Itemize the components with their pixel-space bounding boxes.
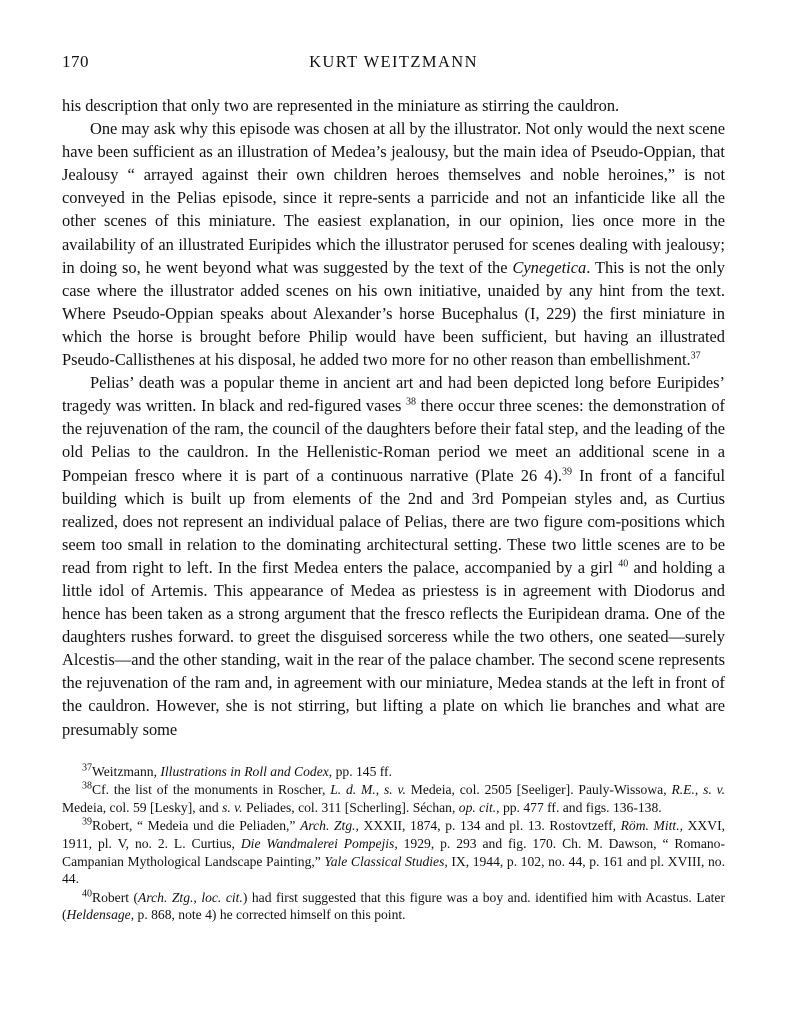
- footnote-38-italic-6: op. cit.: [458, 799, 497, 815]
- footnote-39-text-d: , 1929, p. 293 and fig. 170. Ch. M. Dawson, “ Romano-Campanian Mythological Landscape Painting,”: [62, 836, 725, 869]
- footnote-38-italic-2: s. v.: [383, 782, 406, 798]
- footnote-39-text-c: , XXVI, 1911, pl. V, no. 2. L. Curtius,: [62, 818, 725, 851]
- paragraph-2-text-b: . This is not the only case where the illustrator added scenes on his own initiative, unaided by any hint from the text. Where Pseudo-Oppian speaks about Alexander’s horse Bucephalus (I, 229) the first miniature in which the horse is brought before Philip would have been sufficient, but having an illustrated Pseudo-Callisthenes at his disposal, he added two more for no other reason than embellishment.: [62, 257, 725, 370]
- footnote-39-text-e: , IX, 1944, p. 102, no. 44, p. 161 and pl. XVIII, no. 44.: [62, 853, 725, 887]
- footnote-39-text-b: , XXXII, 1874, p. 134 and pl. 13. Rostovtzeff,: [355, 818, 621, 834]
- footnote-40-text-b: ) had first suggested that this figure was a boy and. identified him with Acastus. Later (: [62, 889, 725, 923]
- footnote-38-text-a: Cf. the list of the monuments in Roscher,: [92, 782, 331, 798]
- footnote-38-text-c: Medeia, col. 2505 [Seeliger]. Pauly-Wissowa,: [405, 782, 672, 798]
- page-number: 170: [62, 52, 89, 71]
- paragraph-2: [62, 117, 725, 371]
- footnote-ref-38[interactable]: 38: [406, 396, 417, 408]
- footnote-37-text-a: Weitzmann,: [92, 763, 161, 779]
- footnote-38-text-e: Medeia, col. 59 [Lesky], and: [62, 799, 223, 815]
- footnote-40-number: 40: [82, 888, 92, 900]
- footnote-ref-39[interactable]: 39: [562, 466, 573, 478]
- paragraph-3-text-b: there occur three scenes: the demonstration of the rejuvenation of the ram, the council of the daughters before their fatal step, and the leading of the old Pelias to the cauldron. In the Hellenistic-Roman period we meet an additional scene in a Pompeian fresco where it is part of a continuous narrative (Plate 26 4).: [62, 396, 725, 485]
- footnote-39-italic-3: Die Wandmalerei Pompejis: [240, 836, 395, 851]
- footnotes: [62, 763, 725, 924]
- paragraph-2-text-a: One may ask why this episode was chosen at all by the illustrator. Not only would the next scene have been sufficient as an illustration of Medea’s jealousy, but the main idea of Pseudo-Oppian, that Jealousy “ arrayed against their own children heroes themselves and noble heroines,” is not conveyed in the Pelias episode, since it repre-sents a parricide and not an infanticide like all the other scenes of this miniature. The easiest explanation, in our opinion, lies once more in the availability of an illustrated Euripides which the illustrator perused for scenes dealing with jealousy; in doing so, he went beyond what was suggested by the text of the: [62, 119, 726, 277]
- footnote-38-number: 38: [82, 780, 92, 792]
- footnote-39-italic-1: Arch. Ztg.: [300, 818, 356, 834]
- footnote-ref-40[interactable]: 40: [618, 558, 629, 570]
- paragraph-2-italic-1: Cynegetica: [512, 257, 587, 277]
- paragraph-3: [62, 371, 725, 741]
- footnote-39: [62, 817, 725, 887]
- footnote-38: [62, 781, 725, 816]
- footnote-40-italic-1: Arch. Ztg., loc. cit.: [138, 889, 243, 905]
- page-header: [62, 52, 725, 78]
- footnote-37: [62, 763, 725, 781]
- paragraph-3-text-c: In front of a fanciful building which is built up from elements of the 2nd and 3rd Pompeian styles and, as Curtius realized, does not represent an individual palace of Pelias, there are two figure com-positions which seem too small in relation to the dominating architectural setting. These two little scenes are to be read from right to left. In the first Medea enters the palace, accompanied by a girl: [62, 465, 725, 577]
- footnote-38-italic-5: s. v.: [222, 799, 243, 815]
- paragraph-1: [62, 94, 725, 117]
- footnote-39-italic-4: Yale Classical Studies: [324, 853, 445, 869]
- footnote-37-text-b: , pp. 145 ff.: [328, 763, 392, 779]
- footnote-39-italic-2: Röm. Mitt.: [620, 818, 680, 834]
- footnote-40-italic-2: Heldensage: [66, 907, 131, 923]
- footnote-38-text-b: ,: [375, 782, 384, 798]
- footnote-39-text-a: Robert, “ Medeia und die Peliaden,”: [92, 818, 301, 834]
- footnote-ref-37[interactable]: 37: [690, 350, 701, 362]
- body-text: [62, 94, 725, 741]
- footnote-37-number: 37: [82, 762, 92, 774]
- footnote-38-italic-4: s. v.: [703, 782, 726, 798]
- footnote-38-text-g: , pp. 477 ff. and figs. 136-138.: [496, 799, 662, 815]
- footnote-40-text-c: , p. 868, note 4) he corrected himself on this point.: [130, 907, 406, 923]
- paragraph-3-text-a: Pelias’ death was a popular theme in ancient art and had been depicted long before Euripides’ tragedy was written. In black and red-figured vases: [62, 373, 725, 416]
- footnote-39-number: 39: [82, 816, 92, 828]
- footnote-38-italic-1: L. d. M.: [330, 782, 376, 798]
- footnote-37-italic-1: Illustrations in Roll and Codex: [160, 763, 329, 779]
- paragraph-3-text-d: and holding a little idol of Artemis. This appearance of Medea as priestess is in agreement with Diodorus and hence has been taken as a strong argument that the fresco reflects the Euripidean drama. One of the daughters rushes forward. to greet the disguised sorceress while the two others, one seated—surely Alcestis—and the other standing, wait in the rear of the palace chamber. The second scene represents the rejuvenation of the ram and, in agreement with our miniature, Medea stands at the left in front of the cauldron. However, she is not stirring, but lifting a plate on which lie branches and what are presumably some: [62, 557, 725, 739]
- footnote-38-text-f: Peliades, col. 311 [Scherling]. Séchan,: [242, 799, 459, 815]
- running-title: KURT WEITZMANN: [309, 52, 478, 71]
- footnote-38-text-d: ,: [694, 782, 704, 798]
- paragraph-1-text: his description that only two are represented in the miniature as stirring the cauldron.: [62, 96, 620, 115]
- footnote-38-italic-3: R.E.: [671, 782, 695, 798]
- footnote-40: [62, 889, 725, 924]
- footnote-40-text-a: Robert (: [92, 889, 139, 905]
